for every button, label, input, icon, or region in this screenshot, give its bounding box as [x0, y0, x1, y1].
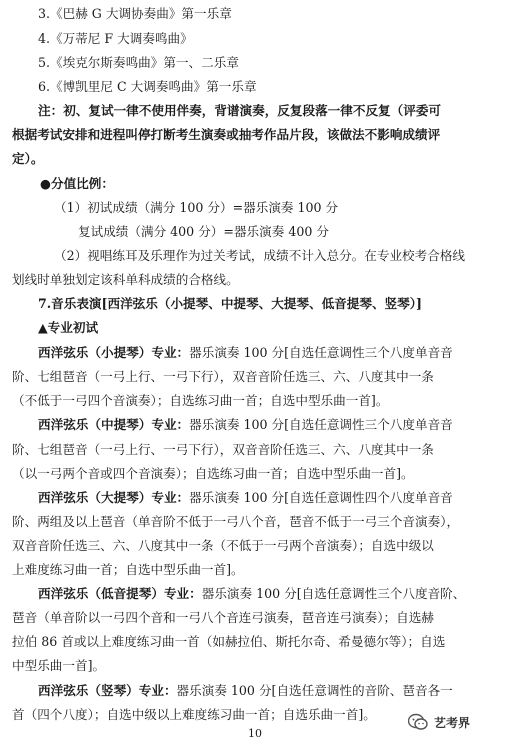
score-item-1b: 复试成绩（满分 400 分）=器乐演奏 400 分 [78, 224, 329, 239]
page-number: 10 [248, 727, 262, 740]
viola-line-3: （以一弓两个音或四个音演奏）；自选练习曲一首；自选中型乐曲一首]。 [12, 466, 414, 481]
doublebass-line-2: 琶音（单音阶以一弓四个音和一弓八个音连弓演奏，琶音连弓演奏）；自选赫 [12, 610, 434, 625]
viola-line-1: 西洋弦乐（中提琴）专业：器乐演奏 100 分[自选任意调性三个八度单音音 [38, 417, 453, 432]
violin-line-2: 阶、七组琶音（一弓上行、一弓下行），双音音阶任选三、六、八度其中一条 [12, 369, 434, 384]
doublebass-label: 西洋弦乐（低音提琴）专业： [38, 586, 202, 601]
cello-line-2: 阶、两组及以上琶音（单音阶不低于一弓八个音，琶音不低于一弓三个音演奏）， [12, 514, 460, 529]
subsection-heading: ▲专业初试 [38, 320, 99, 335]
violin-label: 西洋弦乐（小提琴）专业： [38, 345, 190, 360]
repertoire-item-6: 6.《博凯里尼 C 大调奏鸣曲》第一乐章 [38, 79, 257, 94]
score-item-2: （2）视唱练耳及乐理作为过关考试，成绩不计入总分。在专业校考合格线 [54, 248, 466, 263]
viola-line-2: 阶、七组琶音（一弓上行、一弓下行），双音音阶任选三、六、八度其中一条 [12, 442, 434, 457]
repertoire-item-4: 4.《万蒂尼 F 大调奏鸣曲》 [38, 31, 193, 46]
cello-line-3: 双音音阶任选三、六、八度其中一条（不低于一弓两个音演奏）；自选中级以 [12, 538, 434, 553]
score-heading: ●分值比例： [40, 176, 114, 191]
score-item-1: （1）初试成绩（满分 100 分）=器乐演奏 100 分 [54, 200, 339, 215]
violin-line-3: （不低于一弓四个音演奏）；自选练习曲一首；自选中型乐曲一首]。 [12, 393, 389, 408]
note-line-3: 定）。 [12, 151, 44, 166]
doublebass-line-4: 中型乐曲一首]。 [12, 658, 106, 673]
harp-line-1: 西洋弦乐（竖琴）专业：器乐演奏 100 分[自选任意调性的音阶、琶音各一 [38, 683, 453, 698]
repertoire-item-5: 5.《埃克尔斯奏鸣曲》第一、二乐章 [38, 55, 239, 70]
note-line-1: 注：初、复试一律不使用伴奏，背谱演奏，反复段落一律不反复（评委可 [38, 103, 441, 118]
doublebass-line-3: 拉伯 86 首或以上难度练习曲一首（如赫拉伯、斯托尔奇、希曼德尔等）；自选 [12, 634, 446, 649]
violin-line-1: 西洋弦乐（小提琴）专业：器乐演奏 100 分[自选任意调性三个八度单音音 [38, 345, 453, 360]
cello-line-4: 上难度练习曲一首；自选中型乐曲一首]。 [12, 562, 244, 577]
harp-label: 西洋弦乐（竖琴）专业： [38, 683, 177, 698]
score-item-2-cont: 划线时单独划定该科单科成绩的合格线。 [12, 272, 239, 287]
repertoire-item-3: 3.《巴赫 G 大调协奏曲》第一乐章 [38, 6, 232, 21]
viola-label: 西洋弦乐（中提琴）专业： [38, 417, 190, 432]
cello-line-1: 西洋弦乐（大提琴）专业：器乐演奏 100 分[自选任意调性四个八度单音音 [38, 490, 453, 505]
harp-line-2: 首（四个八度）；自选中级以上难度练习曲一首；自选乐曲一首]。 [12, 707, 376, 722]
logo-text: 艺考界 [434, 715, 471, 730]
doublebass-line-1: 西洋弦乐（低音提琴）专业：器乐演奏 100 分[自选任意调性三个八度音阶、 [38, 586, 466, 601]
cello-label: 西洋弦乐（大提琴）专业： [38, 490, 190, 505]
section-heading: 7.音乐表演[西洋弦乐（小提琴、中提琴、大提琴、低音提琴、竖琴）] [38, 296, 422, 311]
note-line-2: 根据考试安排和进程叫停打断考生演奏或抽考作品片段，该做法不影响成绩评 [12, 127, 441, 142]
